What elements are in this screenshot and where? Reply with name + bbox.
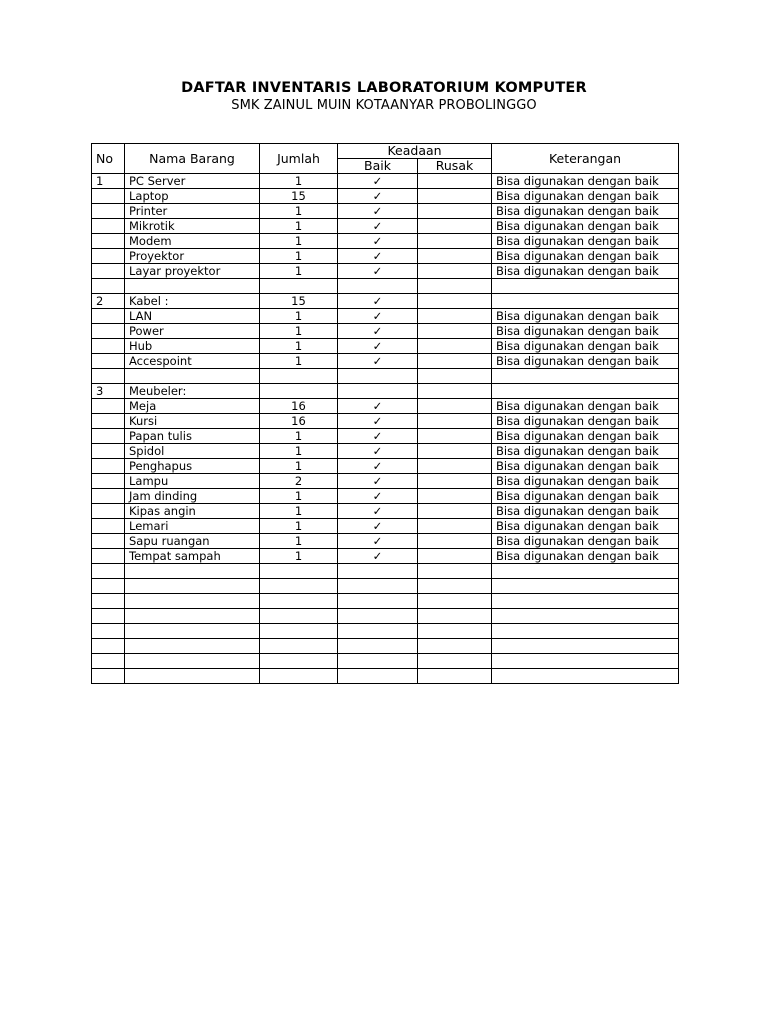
- cell-no: [92, 534, 125, 549]
- cell-no: 1: [92, 174, 125, 189]
- document-subtitle: SMK ZAINUL MUIN KOTAANYAR PROBOLINGGO: [231, 98, 537, 113]
- cell-rusak: [418, 399, 492, 414]
- checkmark-icon: ✓: [338, 189, 418, 204]
- cell-jumlah: [260, 579, 338, 594]
- table-row: [92, 339, 679, 354]
- checkmark-icon: ✓: [338, 219, 418, 234]
- cell-keterangan: Bisa digunakan dengan baik: [492, 444, 679, 459]
- table-row: [92, 654, 679, 669]
- cell-rusak: [418, 309, 492, 324]
- cell-jumlah: 1: [260, 204, 338, 219]
- cell-jumlah: 1: [260, 174, 338, 189]
- cell-nama-barang: Spidol: [125, 444, 260, 459]
- cell-no: [92, 309, 125, 324]
- table-row: [92, 669, 679, 684]
- header-no: No: [92, 144, 125, 174]
- cell-keterangan: [492, 279, 679, 294]
- cell-rusak: [418, 354, 492, 369]
- cell-no: [92, 639, 125, 654]
- table-row: [92, 174, 679, 189]
- checkmark-icon: ✓: [338, 474, 418, 489]
- cell-rusak: [418, 219, 492, 234]
- cell-jumlah: 1: [260, 219, 338, 234]
- cell-no: [92, 219, 125, 234]
- cell-nama-barang: Lampu: [125, 474, 260, 489]
- cell-no: [92, 564, 125, 579]
- checkmark-icon: ✓: [338, 174, 418, 189]
- cell-no: [92, 429, 125, 444]
- cell-nama-barang: LAN: [125, 309, 260, 324]
- table-row: [92, 309, 679, 324]
- cell-no: [92, 519, 125, 534]
- cell-nama-barang: Sapu ruangan: [125, 534, 260, 549]
- table-row: [92, 219, 679, 234]
- table-row: [92, 609, 679, 624]
- checkmark-icon: ✓: [338, 264, 418, 279]
- cell-rusak: [418, 534, 492, 549]
- cell-nama-barang: Kursi: [125, 414, 260, 429]
- cell-rusak: [418, 489, 492, 504]
- table-row: [92, 519, 679, 534]
- cell-rusak: [418, 234, 492, 249]
- cell-no: [92, 234, 125, 249]
- cell-keterangan: Bisa digunakan dengan baik: [492, 489, 679, 504]
- cell-keterangan: Bisa digunakan dengan baik: [492, 339, 679, 354]
- cell-nama-barang: [125, 654, 260, 669]
- cell-nama-barang: Power: [125, 324, 260, 339]
- cell-jumlah: 1: [260, 309, 338, 324]
- inventory-table: [91, 143, 679, 684]
- cell-keterangan: Bisa digunakan dengan baik: [492, 249, 679, 264]
- cell-no: [92, 279, 125, 294]
- cell-rusak: [418, 324, 492, 339]
- cell-rusak: [418, 204, 492, 219]
- cell-nama-barang: [125, 624, 260, 639]
- table-row: [92, 564, 679, 579]
- cell-nama-barang: [125, 279, 260, 294]
- cell-rusak: [418, 594, 492, 609]
- checkmark-icon: ✓: [338, 549, 418, 564]
- cell-keterangan: Bisa digunakan dengan baik: [492, 429, 679, 444]
- cell-nama-barang: [125, 639, 260, 654]
- cell-nama-barang: [125, 609, 260, 624]
- header-nama-barang: Nama Barang: [125, 144, 260, 174]
- cell-no: [92, 204, 125, 219]
- document-title: DAFTAR INVENTARIS LABORATORIUM KOMPUTER: [181, 80, 587, 96]
- cell-jumlah: 2: [260, 474, 338, 489]
- cell-nama-barang: [125, 594, 260, 609]
- cell-nama-barang: Kipas angin: [125, 504, 260, 519]
- table-row: [92, 354, 679, 369]
- cell-keterangan: [492, 369, 679, 384]
- cell-no: [92, 354, 125, 369]
- cell-no: [92, 444, 125, 459]
- table-row: [92, 459, 679, 474]
- cell-keterangan: [492, 294, 679, 309]
- table-row: [92, 204, 679, 219]
- cell-no: [92, 579, 125, 594]
- cell-no: [92, 489, 125, 504]
- checkmark-icon: [338, 564, 418, 579]
- checkmark-icon: ✓: [338, 504, 418, 519]
- cell-keterangan: Bisa digunakan dengan baik: [492, 399, 679, 414]
- cell-jumlah: [260, 564, 338, 579]
- cell-jumlah: 1: [260, 354, 338, 369]
- table-row: [92, 639, 679, 654]
- cell-keterangan: [492, 639, 679, 654]
- cell-keterangan: Bisa digunakan dengan baik: [492, 219, 679, 234]
- table-row: [92, 294, 679, 309]
- cell-nama-barang: [125, 369, 260, 384]
- cell-rusak: [418, 279, 492, 294]
- cell-rusak: [418, 249, 492, 264]
- cell-no: [92, 399, 125, 414]
- cell-no: [92, 414, 125, 429]
- cell-rusak: [418, 189, 492, 204]
- cell-jumlah: 16: [260, 414, 338, 429]
- cell-jumlah: 1: [260, 249, 338, 264]
- cell-no: [92, 654, 125, 669]
- checkmark-icon: [338, 579, 418, 594]
- cell-keterangan: Bisa digunakan dengan baik: [492, 324, 679, 339]
- cell-keterangan: Bisa digunakan dengan baik: [492, 549, 679, 564]
- checkmark-icon: ✓: [338, 309, 418, 324]
- cell-rusak: [418, 654, 492, 669]
- table-row: [92, 414, 679, 429]
- cell-nama-barang: Meubeler:: [125, 384, 260, 399]
- cell-keterangan: Bisa digunakan dengan baik: [492, 474, 679, 489]
- cell-jumlah: 1: [260, 444, 338, 459]
- checkmark-icon: [338, 594, 418, 609]
- cell-no: 3: [92, 384, 125, 399]
- checkmark-icon: [338, 609, 418, 624]
- table-row: [92, 399, 679, 414]
- cell-jumlah: 1: [260, 339, 338, 354]
- cell-keterangan: [492, 624, 679, 639]
- cell-jumlah: 1: [260, 324, 338, 339]
- cell-keterangan: Bisa digunakan dengan baik: [492, 234, 679, 249]
- cell-keterangan: [492, 609, 679, 624]
- checkmark-icon: ✓: [338, 534, 418, 549]
- checkmark-icon: [338, 279, 418, 294]
- cell-jumlah: [260, 624, 338, 639]
- cell-no: [92, 624, 125, 639]
- table-row: [92, 594, 679, 609]
- cell-jumlah: 15: [260, 294, 338, 309]
- cell-rusak: [418, 414, 492, 429]
- cell-rusak: [418, 579, 492, 594]
- checkmark-icon: ✓: [338, 399, 418, 414]
- table-row: [92, 279, 679, 294]
- header-rusak: Rusak: [418, 159, 492, 174]
- cell-no: [92, 339, 125, 354]
- cell-no: [92, 324, 125, 339]
- cell-keterangan: Bisa digunakan dengan baik: [492, 204, 679, 219]
- checkmark-icon: ✓: [338, 429, 418, 444]
- cell-jumlah: [260, 384, 338, 399]
- table-row: [92, 474, 679, 489]
- cell-rusak: [418, 264, 492, 279]
- cell-no: [92, 504, 125, 519]
- cell-jumlah: 1: [260, 534, 338, 549]
- cell-keterangan: Bisa digunakan dengan baik: [492, 309, 679, 324]
- checkmark-icon: ✓: [338, 354, 418, 369]
- cell-keterangan: [492, 564, 679, 579]
- cell-rusak: [418, 339, 492, 354]
- cell-jumlah: 1: [260, 504, 338, 519]
- checkmark-icon: ✓: [338, 294, 418, 309]
- cell-keterangan: Bisa digunakan dengan baik: [492, 534, 679, 549]
- cell-jumlah: 1: [260, 264, 338, 279]
- table-row: [92, 249, 679, 264]
- cell-nama-barang: Penghapus: [125, 459, 260, 474]
- table-row: [92, 189, 679, 204]
- cell-keterangan: [492, 579, 679, 594]
- cell-no: [92, 264, 125, 279]
- cell-rusak: [418, 294, 492, 309]
- checkmark-icon: [338, 669, 418, 684]
- table-row: [92, 489, 679, 504]
- cell-nama-barang: Modem: [125, 234, 260, 249]
- checkmark-icon: ✓: [338, 489, 418, 504]
- cell-rusak: [418, 624, 492, 639]
- table-row: [92, 234, 679, 249]
- cell-nama-barang: Mikrotik: [125, 219, 260, 234]
- table-row: [92, 624, 679, 639]
- checkmark-icon: ✓: [338, 519, 418, 534]
- cell-keterangan: Bisa digunakan dengan baik: [492, 354, 679, 369]
- cell-nama-barang: Papan tulis: [125, 429, 260, 444]
- cell-rusak: [418, 564, 492, 579]
- checkmark-icon: [338, 384, 418, 399]
- cell-no: [92, 549, 125, 564]
- cell-nama-barang: [125, 669, 260, 684]
- checkmark-icon: [338, 639, 418, 654]
- cell-jumlah: 1: [260, 234, 338, 249]
- cell-nama-barang: Meja: [125, 399, 260, 414]
- checkmark-icon: ✓: [338, 339, 418, 354]
- header-keadaan: Keadaan: [338, 144, 492, 159]
- cell-no: [92, 594, 125, 609]
- cell-nama-barang: Hub: [125, 339, 260, 354]
- cell-rusak: [418, 459, 492, 474]
- cell-nama-barang: PC Server: [125, 174, 260, 189]
- table-row: [92, 369, 679, 384]
- cell-rusak: [418, 609, 492, 624]
- cell-rusak: [418, 504, 492, 519]
- cell-keterangan: [492, 654, 679, 669]
- cell-nama-barang: Layar proyektor: [125, 264, 260, 279]
- cell-no: [92, 189, 125, 204]
- cell-keterangan: Bisa digunakan dengan baik: [492, 519, 679, 534]
- checkmark-icon: ✓: [338, 249, 418, 264]
- cell-no: [92, 474, 125, 489]
- cell-jumlah: [260, 594, 338, 609]
- cell-jumlah: 1: [260, 429, 338, 444]
- cell-nama-barang: Printer: [125, 204, 260, 219]
- checkmark-icon: ✓: [338, 414, 418, 429]
- checkmark-icon: [338, 624, 418, 639]
- cell-nama-barang: [125, 564, 260, 579]
- cell-rusak: [418, 669, 492, 684]
- cell-keterangan: Bisa digunakan dengan baik: [492, 174, 679, 189]
- cell-jumlah: [260, 369, 338, 384]
- cell-no: [92, 459, 125, 474]
- cell-jumlah: 1: [260, 489, 338, 504]
- cell-no: [92, 669, 125, 684]
- cell-nama-barang: Laptop: [125, 189, 260, 204]
- header-jumlah: Jumlah: [260, 144, 338, 174]
- cell-no: [92, 609, 125, 624]
- cell-jumlah: [260, 669, 338, 684]
- table-row: [92, 324, 679, 339]
- cell-rusak: [418, 174, 492, 189]
- cell-rusak: [418, 444, 492, 459]
- cell-keterangan: Bisa digunakan dengan baik: [492, 414, 679, 429]
- table-row: [92, 384, 679, 399]
- cell-keterangan: Bisa digunakan dengan baik: [492, 459, 679, 474]
- table-row: [92, 579, 679, 594]
- cell-nama-barang: Tempat sampah: [125, 549, 260, 564]
- cell-no: [92, 249, 125, 264]
- header-keterangan: Keterangan: [492, 144, 679, 174]
- cell-keterangan: Bisa digunakan dengan baik: [492, 504, 679, 519]
- cell-rusak: [418, 474, 492, 489]
- cell-keterangan: [492, 384, 679, 399]
- table-row: [92, 504, 679, 519]
- checkmark-icon: ✓: [338, 459, 418, 474]
- cell-nama-barang: Accespoint: [125, 354, 260, 369]
- cell-jumlah: [260, 654, 338, 669]
- cell-jumlah: 16: [260, 399, 338, 414]
- cell-rusak: [418, 369, 492, 384]
- cell-jumlah: [260, 639, 338, 654]
- checkmark-icon: ✓: [338, 324, 418, 339]
- table-row: [92, 549, 679, 564]
- cell-nama-barang: [125, 579, 260, 594]
- cell-rusak: [418, 519, 492, 534]
- cell-no: 2: [92, 294, 125, 309]
- cell-rusak: [418, 384, 492, 399]
- checkmark-icon: ✓: [338, 234, 418, 249]
- table-row: [92, 264, 679, 279]
- cell-jumlah: 1: [260, 459, 338, 474]
- cell-rusak: [418, 549, 492, 564]
- header-baik: Baik: [338, 159, 418, 174]
- cell-keterangan: Bisa digunakan dengan baik: [492, 189, 679, 204]
- table-body: [92, 174, 679, 684]
- checkmark-icon: [338, 369, 418, 384]
- table-header: [92, 144, 679, 174]
- cell-jumlah: 1: [260, 549, 338, 564]
- cell-jumlah: [260, 609, 338, 624]
- checkmark-icon: ✓: [338, 204, 418, 219]
- table-row: [92, 429, 679, 444]
- cell-nama-barang: Lemari: [125, 519, 260, 534]
- cell-keterangan: [492, 594, 679, 609]
- table-row: [92, 534, 679, 549]
- table-row: [92, 444, 679, 459]
- cell-jumlah: 15: [260, 189, 338, 204]
- cell-nama-barang: Kabel :: [125, 294, 260, 309]
- cell-keterangan: Bisa digunakan dengan baik: [492, 264, 679, 279]
- cell-rusak: [418, 429, 492, 444]
- cell-nama-barang: Proyektor: [125, 249, 260, 264]
- cell-nama-barang: Jam dinding: [125, 489, 260, 504]
- cell-rusak: [418, 639, 492, 654]
- checkmark-icon: [338, 654, 418, 669]
- cell-no: [92, 369, 125, 384]
- cell-jumlah: [260, 279, 338, 294]
- cell-keterangan: [492, 669, 679, 684]
- checkmark-icon: ✓: [338, 444, 418, 459]
- cell-jumlah: 1: [260, 519, 338, 534]
